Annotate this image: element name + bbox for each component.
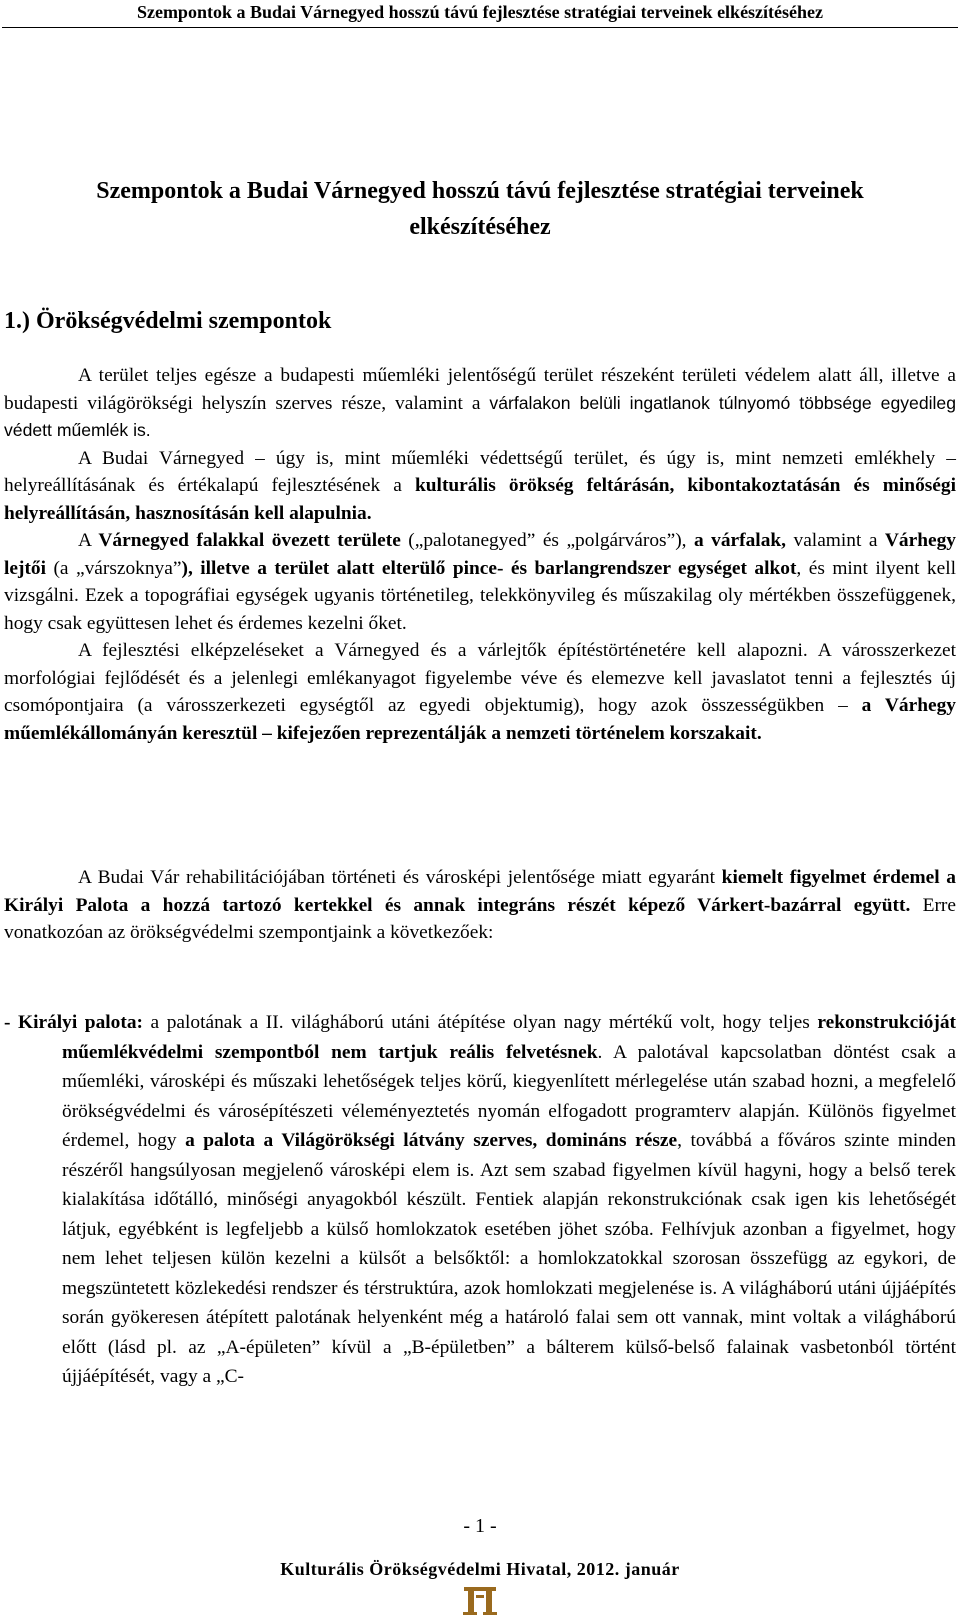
running-header: Szempontok a Budai Várnegyed hosszú távú fejlesztése stratégiai terveinek elkészítéséhez — [136, 2, 824, 22]
para3-g: (a „várszoknya” — [46, 557, 182, 579]
footer-text: Kulturális Örökségvédelmi Hivatal, 2012. január — [280, 1559, 680, 1579]
para1-text: A terület teljes egésze a budapesti műemléki jelentőségű terület részeként területi védelem alatt áll, illetve a budapesti világörökségi helyszín szerves része, valamint a — [4, 365, 956, 414]
institution-logo-icon — [462, 1586, 498, 1616]
para3-e: valamint a — [786, 530, 885, 551]
para5-a: A Budai Vár rehabilitációjában történeti és városképi jelentősége miatt egyaránt — [78, 867, 722, 888]
paragraph-4 — [4, 637, 956, 747]
para3-d: a várfalak, — [693, 530, 787, 551]
para4-b: a Várhegy műemlékállományán keresztül – kifejezően reprezentálják a nemzeti történelem korszakait. — [4, 695, 956, 744]
document-title — [4, 173, 956, 245]
list-item-label: - Királyi palota: — [4, 1012, 143, 1033]
para3-f: Várhegy lejtői — [4, 530, 956, 579]
para5-b: kiemelt figyelmet érdemel a Királyi Palota a hozzá tartozó kertekkel és annak integráns részét képező Várkert-bazárral együtt. — [4, 867, 956, 916]
title-line-1: Szempontok a Budai Várnegyed hosszú távú fejlesztése stratégiai terveinek — [96, 178, 864, 204]
title-line-2: elkészítéséhez — [409, 214, 551, 240]
list-c: . A palotával kapcsolatban döntést csak a műemléki, városképi és műszaki lehetőségek teljes körű, kiegyenlített mérlegelése után szabad hozni, a megfelelő örökségvédelmi és városépítészeti véleményeztetés nyomán elfogadott programterv alapján. Különös figyelmet érdemel, hogy — [62, 1041, 956, 1151]
section-heading: 1.) Örökségvédelmi szempontok — [4, 308, 332, 334]
para3-a: A — [78, 530, 99, 551]
para1-text-sans: várfalakon belüli ingatlanok túlnyomó többsége egyedileg védett műemlék is. — [4, 392, 957, 440]
paragraph-2 — [4, 445, 956, 528]
page-number: - 1 - — [463, 1515, 497, 1537]
paragraph-5 — [4, 864, 956, 947]
para3-i: , és mint ilyent kell vizsgálni. Ezek a topográfiai egységek ugyanis történetileg, telekkönyvileg és műszakilag oly mértékben összefüggenek, hogy csak együttesen lehet és érdemes kezelni őket. — [4, 557, 956, 634]
para2-text: A Budai Várnegyed – úgy is, mint műemléki védettségű terület, és úgy is, mint nemzeti emlékhely – helyreállításának és értékalapú fejlesztésének a — [4, 447, 956, 496]
list-item — [4, 1008, 956, 1392]
para4-a: A fejlesztési elképzeléseket a Várnegyed és a várlejtők építéstörténetére kell alapozni. A városszerkezet morfológiai fejlődését és a jelenlegi emlékanyagot figyelembe véve és elemezve kell javaslatot tenni a fejlesztés új csomópontjaira (a városszerkezeti egységtől az egyedi objektumig), hogy azok összességükben – — [4, 640, 956, 716]
para3-h: ), illetve a terület alatt elterülő pince- és barlangrendszer egységet alkot — [181, 557, 797, 579]
list-b: rekonstrukcióját műemlékvédelmi szempontból nem tartjuk reális felvetésnek — [62, 1012, 956, 1063]
para3-c: („palotanegyed” és „polgárváros”), — [400, 530, 694, 551]
para2-bold: kulturális örökség feltárásán, kibontakoztatásán és minőségi helyreállításán, hasznosításán kell alapulnia. — [4, 475, 956, 524]
list-d: a palota a Világörökségi látvány szerves, domináns része — [185, 1130, 678, 1151]
body-text-2 — [4, 864, 956, 947]
header-rule — [2, 27, 958, 28]
para5-c: Erre vonatkozóan az örökségvédelmi szempontjaink a következőek: — [4, 894, 956, 943]
paragraph-1 — [4, 362, 956, 445]
body-text — [4, 362, 956, 747]
para3-b: Várnegyed falakkal övezett területe — [98, 530, 401, 551]
list-e: , továbbá a főváros szinte minden részéről hangsúlyosan megjelenő városképi elem is. Azt sem szabad figyelmen kívül hagyni, hogy a belső terek kialakítása időtálló, minőségi anyagokból készült. Fentiek alapján rekonstrukciónak csak igen kis lehetőségét látjuk, egyébként is legfeljebb a külső homlokzatok esetében jöhet szóba. Felhívjuk azonban a figyelmet, hogy nem lehet teljesen külön kezelni a külsőt a belsőktől: a homlokzatokkal szorosan összefügg az egykori, de megszüntetett közlekedési rendszer és térstruktúra, azok homlokzati megjelenése is. A világháború utáni újjáépítés során gyökeresen átépített palotának helyenként még a határoló falai sem ott vannak, mint voltak a világháború előtt (lásd pl. az „A-épületen” kívül a „B-épületben” a bálterem külső-belső falainak vasbetonból történt újjáépítését, vagy a „C- — [62, 1130, 956, 1387]
paragraph-3 — [4, 527, 956, 637]
list-a: a palotának a II. világháború utáni átépítése olyan nagy mértékű volt, hogy teljes — [142, 1012, 818, 1033]
